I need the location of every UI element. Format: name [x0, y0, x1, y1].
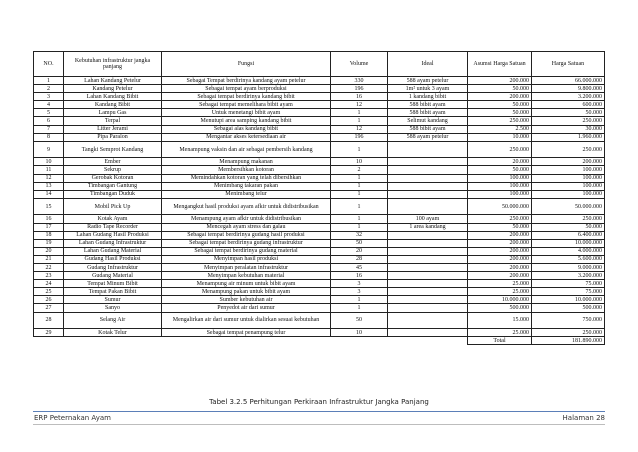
cell-no: 2 — [34, 85, 64, 93]
cell-fungsi: Mengangkut hasil produksi ayam afkir untuk didistribusikan — [162, 198, 331, 215]
cell-ideal — [388, 288, 468, 296]
cell-item: Timbangan Gantung — [64, 182, 162, 190]
table-row — [34, 247, 605, 255]
cell-ideal — [388, 255, 468, 263]
cell-fungsi: Sebagai tempat berdirinya gudang hasil produksi — [162, 231, 331, 239]
cell-ideal: 588 bibit ayam — [388, 109, 468, 117]
cell-ideal — [388, 182, 468, 190]
cell-no: 13 — [34, 182, 64, 190]
cell-item: Sumur — [64, 296, 162, 304]
cell-ideal — [388, 329, 468, 337]
table-row — [34, 77, 605, 85]
table-row — [34, 304, 605, 312]
cell-no: 27 — [34, 304, 64, 312]
cell-harga: 100.000 — [532, 190, 605, 198]
cell-harga: 9.000.000 — [532, 263, 605, 271]
cell-volume: 1 — [331, 190, 388, 198]
cell-volume: 330 — [331, 77, 388, 85]
footer-page-number: Halaman 28 — [562, 414, 605, 422]
cell-ideal: Selimut kandang — [388, 117, 468, 125]
cell-item: Lahan Gudang Hasil Produksi — [64, 231, 162, 239]
cell-asumsi: 10.000 — [468, 133, 532, 141]
table-row — [34, 109, 605, 117]
cell-item: Lahan Kandang Petelur — [64, 77, 162, 85]
cell-fungsi: Menimbang takaran pakan — [162, 182, 331, 190]
cell-volume: 1 — [331, 182, 388, 190]
cell-harga: 100.000 — [532, 182, 605, 190]
cell-volume: 20 — [331, 247, 388, 255]
cell-asumsi: 200.000 — [468, 239, 532, 247]
cell-item: Sanyo — [64, 304, 162, 312]
table-row — [34, 312, 605, 329]
cell-fungsi: Untuk menetangi bibit ayam — [162, 109, 331, 117]
cell-item: Timbangan Duduk — [64, 190, 162, 198]
cell-volume: 3 — [331, 280, 388, 288]
cell-asumsi: 200.000 — [468, 247, 532, 255]
cell-asumsi: 200.000 — [468, 231, 532, 239]
cell-item: Kandang Petelur — [64, 85, 162, 93]
cell-item: Pipa Paralon — [64, 133, 162, 141]
cell-harga: 50.000.000 — [532, 198, 605, 215]
cell-volume: 10 — [331, 329, 388, 337]
cell-asumsi: 25.000 — [468, 288, 532, 296]
cell-harga: 1.960.000 — [532, 133, 605, 141]
cell-harga: 250.000 — [532, 117, 605, 125]
cell-no: 9 — [34, 141, 64, 158]
cell-volume: 1 — [331, 296, 388, 304]
cell-volume: 50 — [331, 312, 388, 329]
cell-item: Kotak Telur — [64, 329, 162, 337]
cell-item: Radio Tape Recorder — [64, 223, 162, 231]
cell-harga: 10.000.000 — [532, 296, 605, 304]
cell-ideal — [388, 247, 468, 255]
cell-item: Litter Jerami — [64, 125, 162, 133]
cell-item: Ember — [64, 158, 162, 166]
cell-volume: 32 — [331, 231, 388, 239]
cell-asumsi: 200.000 — [468, 272, 532, 280]
cell-volume: 1 — [331, 174, 388, 182]
cell-volume: 45 — [331, 263, 388, 271]
cell-no: 12 — [34, 174, 64, 182]
cell-ideal: 588 ayam petelur — [388, 77, 468, 85]
table-row — [34, 101, 605, 109]
table-row — [34, 329, 605, 337]
table-body — [34, 77, 605, 337]
cell-asumsi: 200.000 — [468, 255, 532, 263]
total-value: 181.890.000 — [532, 337, 605, 345]
cell-fungsi: Sebagai Tempat berdirinya kandang ayam petelur — [162, 77, 331, 85]
cell-ideal — [388, 296, 468, 304]
cell-ideal — [388, 158, 468, 166]
cell-asumsi: 50.000 — [468, 85, 532, 93]
cell-fungsi: Membersihkan kotoran — [162, 166, 331, 174]
cell-ideal — [388, 190, 468, 198]
cell-asumsi: 500.000 — [468, 304, 532, 312]
cell-fungsi: Sebagai alas kandang bibit — [162, 125, 331, 133]
table-row — [34, 198, 605, 215]
cell-item: Lampu Gas — [64, 109, 162, 117]
cell-ideal — [388, 239, 468, 247]
cell-asumsi: 25.000 — [468, 329, 532, 337]
cell-item: Tangki Semprot Kandang — [64, 141, 162, 158]
cell-volume: 50 — [331, 239, 388, 247]
cell-asumsi: 10.000.000 — [468, 296, 532, 304]
header-harga: Harga Satuan — [532, 52, 605, 77]
cell-fungsi: Sebagai tempat memelihara bibit ayam — [162, 101, 331, 109]
cell-harga: 250.000 — [532, 215, 605, 223]
cell-asumsi: 50.000 — [468, 166, 532, 174]
cell-fungsi: Menampung ayam afkir untuk didistribusikan — [162, 215, 331, 223]
cell-item: Terpal — [64, 117, 162, 125]
cell-no: 4 — [34, 101, 64, 109]
cell-asumsi: 200.000 — [468, 93, 532, 101]
cell-asumsi: 100.000 — [468, 182, 532, 190]
cell-item: Selang Air — [64, 312, 162, 329]
cell-volume: 1 — [331, 304, 388, 312]
cell-item: Tempat Minum Bibit — [64, 280, 162, 288]
cell-fungsi: Mengalirkan air dari sumur untuk dialirkan sesuai kebutuhan — [162, 312, 331, 329]
cell-ideal: 100 ayam — [388, 215, 468, 223]
table-row — [34, 85, 605, 93]
cell-volume: 16 — [331, 272, 388, 280]
cell-no: 17 — [34, 223, 64, 231]
cell-no: 6 — [34, 117, 64, 125]
cell-harga: 50.000 — [532, 223, 605, 231]
cell-harga: 600.000 — [532, 101, 605, 109]
cell-asumsi: 200.000 — [468, 263, 532, 271]
cell-harga: 75.000 — [532, 280, 605, 288]
table-row — [34, 263, 605, 271]
cell-volume: 1 — [331, 109, 388, 117]
total-label: Total — [468, 337, 532, 345]
cell-asumsi: 200.000 — [468, 77, 532, 85]
cell-harga: 100.000 — [532, 166, 605, 174]
cell-asumsi: 25.000 — [468, 280, 532, 288]
cell-asumsi: 250.000 — [468, 215, 532, 223]
cell-harga: 3.200.000 — [532, 272, 605, 280]
cell-asumsi: 50.000 — [468, 101, 532, 109]
cell-no: 5 — [34, 109, 64, 117]
cell-no: 18 — [34, 231, 64, 239]
cell-fungsi: Menimbang telur — [162, 190, 331, 198]
cell-ideal — [388, 272, 468, 280]
table-caption: Tabel 3.2.5 Perhitungan Perkiraan Infrastruktur Jangka Panjang — [209, 398, 429, 406]
cell-item: Lahan Gudang Infrastruktur — [64, 239, 162, 247]
cell-volume: 12 — [331, 125, 388, 133]
cell-item: Mobil Pick Up — [64, 198, 162, 215]
cell-no: 28 — [34, 312, 64, 329]
cell-item: Tempat Pakan Bibit — [64, 288, 162, 296]
cell-volume: 196 — [331, 85, 388, 93]
cell-ideal: 588 bibit ayam — [388, 101, 468, 109]
cell-asumsi: 20.000 — [468, 158, 532, 166]
cell-no: 20 — [34, 247, 64, 255]
cell-item: Sekrup — [64, 166, 162, 174]
cell-fungsi: Mengantar akses ketersediaan air — [162, 133, 331, 141]
cell-volume: 1 — [331, 223, 388, 231]
cell-volume: 28 — [331, 255, 388, 263]
header-asumsi: Asumsi Harga Satuan — [468, 52, 532, 77]
cell-asumsi: 2.500 — [468, 125, 532, 133]
header-volume: Volume — [331, 52, 388, 77]
cell-no: 3 — [34, 93, 64, 101]
cell-fungsi: Sebagai tempat ayam berproduksi — [162, 85, 331, 93]
cell-no: 14 — [34, 190, 64, 198]
table-row — [34, 158, 605, 166]
cell-volume: 3 — [331, 288, 388, 296]
cell-item: Gudang Hasil Produksi — [64, 255, 162, 263]
cell-harga: 200.000 — [532, 158, 605, 166]
table-row — [34, 215, 605, 223]
header-item: Kebutuhan infrastruktur jangka panjang — [64, 52, 162, 77]
cell-item: Lahan Kandang Bibit — [64, 93, 162, 101]
footer-document-title: ERP Peternakan Ayam — [34, 414, 111, 422]
cell-fungsi: Menampung vaksin dan air sebagai pembersih kandang — [162, 141, 331, 158]
cell-no: 1 — [34, 77, 64, 85]
cell-ideal — [388, 304, 468, 312]
cell-no: 10 — [34, 158, 64, 166]
cell-ideal: 1 area kandang — [388, 223, 468, 231]
header-ideal: Ideal — [388, 52, 468, 77]
cell-harga: 50.000 — [532, 109, 605, 117]
cell-volume: 196 — [331, 133, 388, 141]
cell-item: Kandang Bibit — [64, 101, 162, 109]
table-row — [34, 125, 605, 133]
table-header-row — [34, 52, 605, 77]
footer-bottom-rule — [33, 424, 605, 425]
cell-ideal — [388, 280, 468, 288]
cell-asumsi: 50.000.000 — [468, 198, 532, 215]
footer-rule — [33, 411, 605, 412]
cell-harga: 500.000 — [532, 304, 605, 312]
cell-fungsi: Sebagai tempat berdirinya kandang bibit — [162, 93, 331, 101]
cell-no: 8 — [34, 133, 64, 141]
header-fungsi: Fungsi — [162, 52, 331, 77]
table-row — [34, 239, 605, 247]
cell-ideal: 1 kandang bibit — [388, 93, 468, 101]
table-row — [34, 272, 605, 280]
cell-no: 21 — [34, 255, 64, 263]
cell-volume: 1 — [331, 141, 388, 158]
cell-harga: 75.000 — [532, 288, 605, 296]
cell-ideal: 588 bibit ayam — [388, 125, 468, 133]
cell-no: 26 — [34, 296, 64, 304]
cell-no: 24 — [34, 280, 64, 288]
table-row — [34, 93, 605, 101]
cell-harga: 30.000 — [532, 125, 605, 133]
cell-volume: 16 — [331, 93, 388, 101]
cell-fungsi: Sebagai tempat berdirinya gudang material — [162, 247, 331, 255]
cell-item: Gudang Infrastruktur — [64, 263, 162, 271]
cell-no: 22 — [34, 263, 64, 271]
infrastructure-table — [33, 51, 605, 345]
table-row — [34, 223, 605, 231]
cell-volume: 2 — [331, 166, 388, 174]
cell-asumsi: 100.000 — [468, 190, 532, 198]
table-row — [34, 182, 605, 190]
cell-no: 19 — [34, 239, 64, 247]
cell-no: 7 — [34, 125, 64, 133]
table-row — [34, 133, 605, 141]
table-row — [34, 117, 605, 125]
cell-no: 15 — [34, 198, 64, 215]
cell-asumsi: 250.000 — [468, 141, 532, 158]
cell-ideal — [388, 198, 468, 215]
header-no: NO. — [34, 52, 64, 77]
cell-harga: 5.600.000 — [532, 255, 605, 263]
cell-ideal — [388, 166, 468, 174]
cell-harga: 250.000 — [532, 141, 605, 158]
cell-item: Lahan Gudang Material — [64, 247, 162, 255]
table-row — [34, 288, 605, 296]
cell-harga: 10.000.000 — [532, 239, 605, 247]
cell-asumsi: 50.000 — [468, 109, 532, 117]
cell-fungsi: Menampung air minum untuk bibit ayam — [162, 280, 331, 288]
cell-ideal: 1m² untuk 3 ayam — [388, 85, 468, 93]
cell-ideal: 588 ayam petelur — [388, 133, 468, 141]
cell-ideal — [388, 231, 468, 239]
cell-fungsi: Menampung makanan — [162, 158, 331, 166]
cell-ideal — [388, 263, 468, 271]
cell-harga: 4.000.000 — [532, 247, 605, 255]
cell-ideal — [388, 312, 468, 329]
table-row — [34, 296, 605, 304]
table-row — [34, 190, 605, 198]
cell-item: Gudang Material — [64, 272, 162, 280]
cell-volume: 12 — [331, 101, 388, 109]
cell-asumsi: 50.000 — [468, 223, 532, 231]
cell-volume: 1 — [331, 117, 388, 125]
cell-harga: 9.800.000 — [532, 85, 605, 93]
cell-fungsi: Menyimpan kebutuhan material — [162, 272, 331, 280]
cell-harga: 6.400.000 — [532, 231, 605, 239]
cell-harga: 66.000.000 — [532, 77, 605, 85]
cell-fungsi: Menampung pakan untuk bibit ayam — [162, 288, 331, 296]
cell-fungsi: Menutupi area samping kandang bibit — [162, 117, 331, 125]
cell-volume: 10 — [331, 158, 388, 166]
table-row — [34, 280, 605, 288]
total-row — [34, 337, 605, 345]
cell-ideal — [388, 141, 468, 158]
cell-no: 29 — [34, 329, 64, 337]
cell-fungsi: Sumber kebutuhan air — [162, 296, 331, 304]
cell-asumsi: 100.000 — [468, 174, 532, 182]
cell-fungsi: Mencegah ayam stress dan galau — [162, 223, 331, 231]
cell-no: 16 — [34, 215, 64, 223]
table-row — [34, 174, 605, 182]
cell-no: 11 — [34, 166, 64, 174]
cell-volume: 1 — [331, 198, 388, 215]
cell-item: Kotak Ayam — [64, 215, 162, 223]
cell-asumsi: 15.000 — [468, 312, 532, 329]
cell-asumsi: 250.000 — [468, 117, 532, 125]
table-row — [34, 231, 605, 239]
cell-fungsi: Menyimpan peralatan infrastruktur — [162, 263, 331, 271]
cell-fungsi: Sebagai tempat berdirinya gudang infrastruktur — [162, 239, 331, 247]
cell-harga: 250.000 — [532, 329, 605, 337]
table-row — [34, 141, 605, 158]
cell-harga: 750.000 — [532, 312, 605, 329]
cell-item: Gerobak Kotoran — [64, 174, 162, 182]
cell-no: 25 — [34, 288, 64, 296]
cell-ideal — [388, 174, 468, 182]
cell-fungsi: Sebagai tempat penampung telur — [162, 329, 331, 337]
table-row — [34, 255, 605, 263]
cell-fungsi: Memindahkan kotoran yang telah dibersihkan — [162, 174, 331, 182]
cell-fungsi: Penyedot air dari sumur — [162, 304, 331, 312]
table-row — [34, 166, 605, 174]
cell-harga: 100.000 — [532, 174, 605, 182]
cell-harga: 3.200.000 — [532, 93, 605, 101]
cell-no: 23 — [34, 272, 64, 280]
cell-fungsi: Menyimpan hasil produksi — [162, 255, 331, 263]
cell-volume: 1 — [331, 215, 388, 223]
